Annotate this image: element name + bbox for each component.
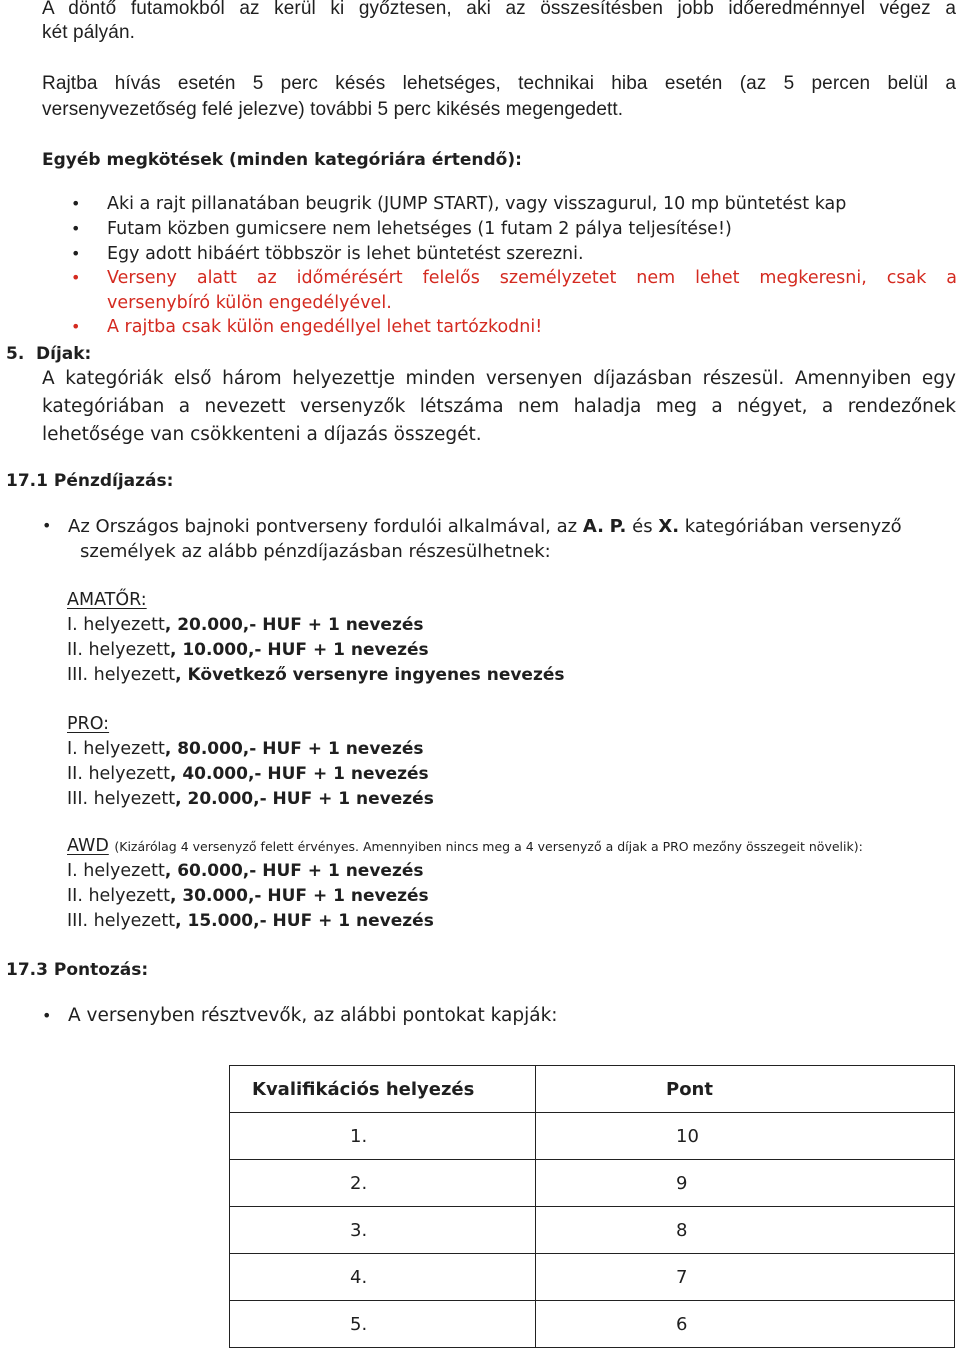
points-table bbox=[229, 1065, 955, 1348]
table-row bbox=[230, 1160, 955, 1207]
prizes-line: kategóriában a nevezett versenyzők létszáma nem haladja meg a négyet, a rendezőnek bbox=[42, 396, 956, 417]
bullet-icon bbox=[42, 514, 51, 538]
table-cell: 1. bbox=[230, 1113, 536, 1160]
table-header-cell: Pont bbox=[536, 1066, 955, 1113]
intro-paragraph-2 bbox=[42, 71, 956, 123]
place-label: I. helyezett bbox=[67, 861, 165, 881]
money-bullet bbox=[68, 514, 902, 539]
place-label: II. helyezett bbox=[67, 764, 170, 784]
prize-value: , 15.000,- HUF + 1 nevezés bbox=[175, 911, 434, 931]
prize-row bbox=[67, 859, 863, 884]
place-label: III. helyezett bbox=[67, 911, 176, 931]
intro-line: versenyvezetőség felé jelezve) további 5 perc kikésés megengedett. bbox=[42, 99, 624, 120]
table-cell: 5. bbox=[230, 1301, 536, 1348]
prize-value: , 10.000,- HUF + 1 nevezés bbox=[169, 640, 429, 660]
category-p: P. bbox=[609, 516, 627, 537]
prize-row bbox=[67, 787, 434, 812]
table-row bbox=[230, 1207, 955, 1254]
prize-group-awd bbox=[67, 834, 863, 934]
prize-value: , 20.000,- HUF + 1 nevezés bbox=[164, 615, 424, 635]
prize-value: , 40.000,- HUF + 1 nevezés bbox=[169, 764, 429, 784]
category-a: A. bbox=[582, 516, 604, 537]
table-cell: 4. bbox=[230, 1254, 536, 1301]
prize-value: , 30.000,- HUF + 1 nevezés bbox=[169, 886, 429, 906]
bullet-icon bbox=[71, 217, 80, 241]
prize-row bbox=[67, 638, 565, 663]
intro-line: két pályán. bbox=[42, 22, 135, 43]
table-row bbox=[230, 1301, 955, 1348]
table-header-cell: Kvalifikációs helyezés bbox=[230, 1066, 536, 1113]
prizes-heading: Díjak: bbox=[36, 344, 92, 364]
prize-row bbox=[67, 762, 434, 787]
prizes-line: lehetősége van csökkenteni a díjazás összegét. bbox=[42, 424, 482, 445]
table-row bbox=[230, 1254, 955, 1301]
prize-value: , 20.000,- HUF + 1 nevezés bbox=[175, 789, 434, 809]
rule-item: Egy adott hibáért többször is lehet büntetést szerezni. bbox=[107, 244, 584, 264]
prize-value: , 80.000,- HUF + 1 nevezés bbox=[164, 739, 424, 759]
prize-group-note: (Kizárólag 4 versenyző felett érvényes. Amennyiben nincs meg a 4 versenyző a díjak a PRO mezőny összegeit növelik): bbox=[114, 839, 863, 854]
place-label: III. helyezett bbox=[67, 789, 176, 809]
money-bullet-text: kategóriában versenyző bbox=[684, 516, 902, 537]
bullet-icon bbox=[71, 192, 80, 216]
place-label: II. helyezett bbox=[67, 886, 170, 906]
table-cell: 10 bbox=[536, 1113, 955, 1160]
prize-group-pro bbox=[67, 712, 434, 812]
rule-item: Aki a rajt pillanatában beugrik (JUMP START), vagy visszagurul, 10 mp büntetést kap bbox=[107, 194, 847, 214]
prize-value: , Következő versenyre ingyenes nevezés bbox=[175, 665, 565, 685]
bullet-icon bbox=[71, 242, 80, 266]
rule-item: Futam közben gumicsere nem lehetséges (1 futam 2 pálya teljesítése!) bbox=[107, 219, 732, 239]
rule-line: Verseny alatt az időmérésért felelős személyzetet nem lehet megkeresni, csak a bbox=[107, 268, 957, 288]
bullet-icon bbox=[42, 1004, 51, 1028]
prizes-paragraph bbox=[42, 365, 956, 449]
table-cell: 9 bbox=[536, 1160, 955, 1207]
table-row bbox=[230, 1113, 955, 1160]
table-cell: 7 bbox=[536, 1254, 955, 1301]
prize-row bbox=[67, 737, 434, 762]
prize-row bbox=[67, 613, 565, 638]
category-x: X. bbox=[658, 516, 680, 537]
place-label: I. helyezett bbox=[67, 615, 165, 635]
intro-line: Rajtba hívás esetén 5 perc késés lehetséges, technikai hiba esetén (az 5 percen belül a bbox=[42, 73, 956, 94]
prize-group-header bbox=[67, 834, 863, 859]
prize-value: , 60.000,- HUF + 1 nevezés bbox=[164, 861, 424, 881]
place-label: III. helyezett bbox=[67, 665, 176, 685]
table-header-row bbox=[230, 1066, 955, 1113]
rule-item-red: A rajtba csak külön engedéllyel lehet tartózkodni! bbox=[107, 317, 543, 337]
place-label: II. helyezett bbox=[67, 640, 170, 660]
rule-item-red bbox=[107, 266, 957, 316]
table-cell: 2. bbox=[230, 1160, 536, 1207]
bullet-icon bbox=[71, 315, 80, 339]
section-number: 5. bbox=[6, 344, 25, 364]
prizes-line: A kategóriák első három helyezettje minden versenyen díjazásban részesül. Amennyiben egy bbox=[42, 368, 956, 389]
prize-group-title: PRO: bbox=[67, 714, 110, 734]
prize-group-amator bbox=[67, 588, 565, 688]
prize-row bbox=[67, 909, 863, 934]
intro-line: A döntő futamokból az kerül ki győztesen, aki az összesítésben jobb időeredménnyel végez a bbox=[42, 0, 956, 19]
rule-line: versenybíró külön engedélyével. bbox=[107, 293, 392, 313]
points-bullet: A versenyben résztvevők, az alábbi pontokat kapják: bbox=[68, 1005, 558, 1026]
other-rules-heading: Egyéb megkötések (minden kategóriára értendő): bbox=[42, 150, 522, 170]
prize-row bbox=[67, 884, 863, 909]
place-label: I. helyezett bbox=[67, 739, 165, 759]
bullet-icon bbox=[71, 266, 80, 290]
prize-group-title: AWD bbox=[67, 836, 109, 856]
points-heading: 17.3 Pontozás: bbox=[6, 960, 149, 980]
and-text: és bbox=[632, 516, 653, 537]
table-cell: 6 bbox=[536, 1301, 955, 1348]
table-cell: 3. bbox=[230, 1207, 536, 1254]
prize-row bbox=[67, 663, 565, 688]
intro-paragraph-1 bbox=[42, 0, 956, 45]
prize-group-title: AMATŐR: bbox=[67, 590, 147, 610]
money-bullet-text: Az Országos bajnoki pontverseny fordulói alkalmával, az bbox=[68, 516, 583, 537]
money-bullet-line2: személyek az alább pénzdíjazásban részesülhetnek: bbox=[80, 541, 551, 562]
money-heading: 17.1 Pénzdíjazás: bbox=[6, 471, 174, 491]
table-cell: 8 bbox=[536, 1207, 955, 1254]
